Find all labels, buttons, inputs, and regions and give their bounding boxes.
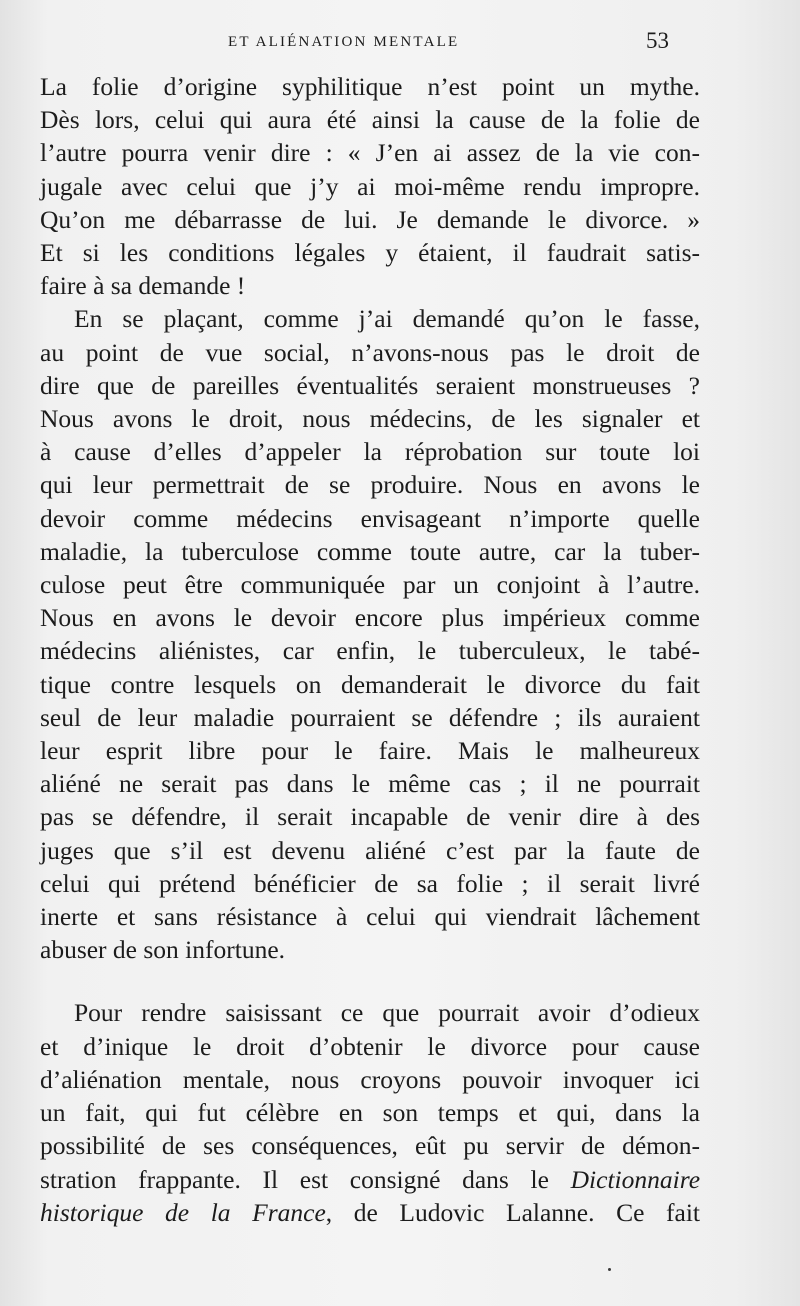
running-title: ET ALIÉNATION MENTALE — [228, 34, 460, 50]
text-line: Et si les conditions légales y étaient, il faudrait satis- — [40, 238, 700, 268]
text-line: abuser de son infortune. — [40, 935, 286, 965]
body-text — [40, 70, 700, 1229]
text-line: et d’inique le droit d’obtenir le divorce pour cause — [40, 1031, 700, 1061]
text-line: En se plaçant, comme j’ai demandé qu’on le fasse, — [74, 304, 700, 334]
text-line: possibilité de ses conséquences, eût pu servir de démon- — [40, 1131, 700, 1161]
text-line: médecins aliénistes, car enfin, le tuberculeux, le tabé- — [40, 636, 700, 666]
text-line: Pour rendre saisissant ce que pourrait avoir d’odieux — [74, 998, 700, 1028]
text-line: dire que de pareilles éventualités seraient monstrueuses ? — [40, 370, 700, 400]
italic-title: Dictionnaire — [570, 1164, 701, 1194]
text-line: faire à sa demande ! — [40, 271, 246, 301]
text-line: d’aliénation mentale, nous croyons pouvoir invoquer ici — [40, 1064, 700, 1094]
text-line: Nous avons le droit, nous médecins, de les signaler et — [40, 404, 700, 434]
text-line: celui qui prétend bénéficier de sa folie ; il serait livré — [40, 868, 700, 898]
text-line: juges que s’il est devenu aliéné c’est par la faute de — [40, 835, 700, 865]
text-run: , de Ludovic Lalanne. Ce fait — [325, 1197, 700, 1227]
text-line: aliéné ne serait pas dans le même cas ; il ne pourrait — [40, 769, 700, 799]
italic-title: historique de la France — [40, 1197, 326, 1227]
print-speck — [608, 1268, 611, 1271]
text-line: inerte et sans résistance à celui qui viendrait lâchement — [40, 902, 700, 932]
text-line: qui leur permettrait de se produire. Nous en avons le — [40, 470, 700, 500]
text-line: l’autre pourra venir dire : « J’en ai assez de la vie con- — [40, 138, 700, 168]
text-line: à cause d’elles d’appeler la réprobation sur toute loi — [40, 437, 700, 467]
paragraph-1 — [40, 70, 700, 302]
text-line: tique contre lesquels on demanderait le divorce du fait — [40, 669, 700, 699]
paragraph-gap — [40, 966, 700, 996]
paragraph-2 — [40, 302, 700, 966]
text-line: devoir comme médecins envisageant n’importe quelle — [40, 503, 700, 533]
text-line: au point de vue social, n’avons-nous pas le droit de — [40, 337, 700, 367]
text-line: leur esprit libre pour le faire. Mais le malheureux — [40, 736, 700, 766]
text-line: culose peut être communiquée par un conjoint à l’autre. — [40, 570, 700, 600]
text-line: La folie d’origine syphilitique n’est point un mythe. — [40, 72, 700, 101]
text-line: Qu’on me débarrasse de lui. Je demande le divorce. » — [40, 204, 700, 234]
text-line: jugale avec celui que j’y ai moi-même rendu impropre. — [40, 171, 700, 201]
text-line-with-title — [40, 1196, 700, 1229]
text-line: maladie, la tuberculose comme toute autre, car la tuber- — [40, 536, 700, 566]
text-line: pas se défendre, il serait incapable de venir dire à des — [40, 802, 700, 832]
page-number: 53 — [646, 28, 669, 53]
text-line: Dès lors, celui qui aura été ainsi la cause de la folie de — [40, 105, 700, 135]
paragraph-3 — [40, 996, 700, 1228]
text-line: seul de leur maladie pourraient se défendre ; ils auraient — [40, 702, 700, 732]
text-line: Nous en avons le devoir encore plus impérieux comme — [40, 603, 700, 633]
running-header — [0, 28, 800, 62]
text-run: stration frappante. Il est consigné dans le — [40, 1164, 549, 1194]
text-line: un fait, qui fut célèbre en son temps et qui, dans la — [40, 1098, 700, 1128]
text-line-with-title — [40, 1163, 700, 1196]
